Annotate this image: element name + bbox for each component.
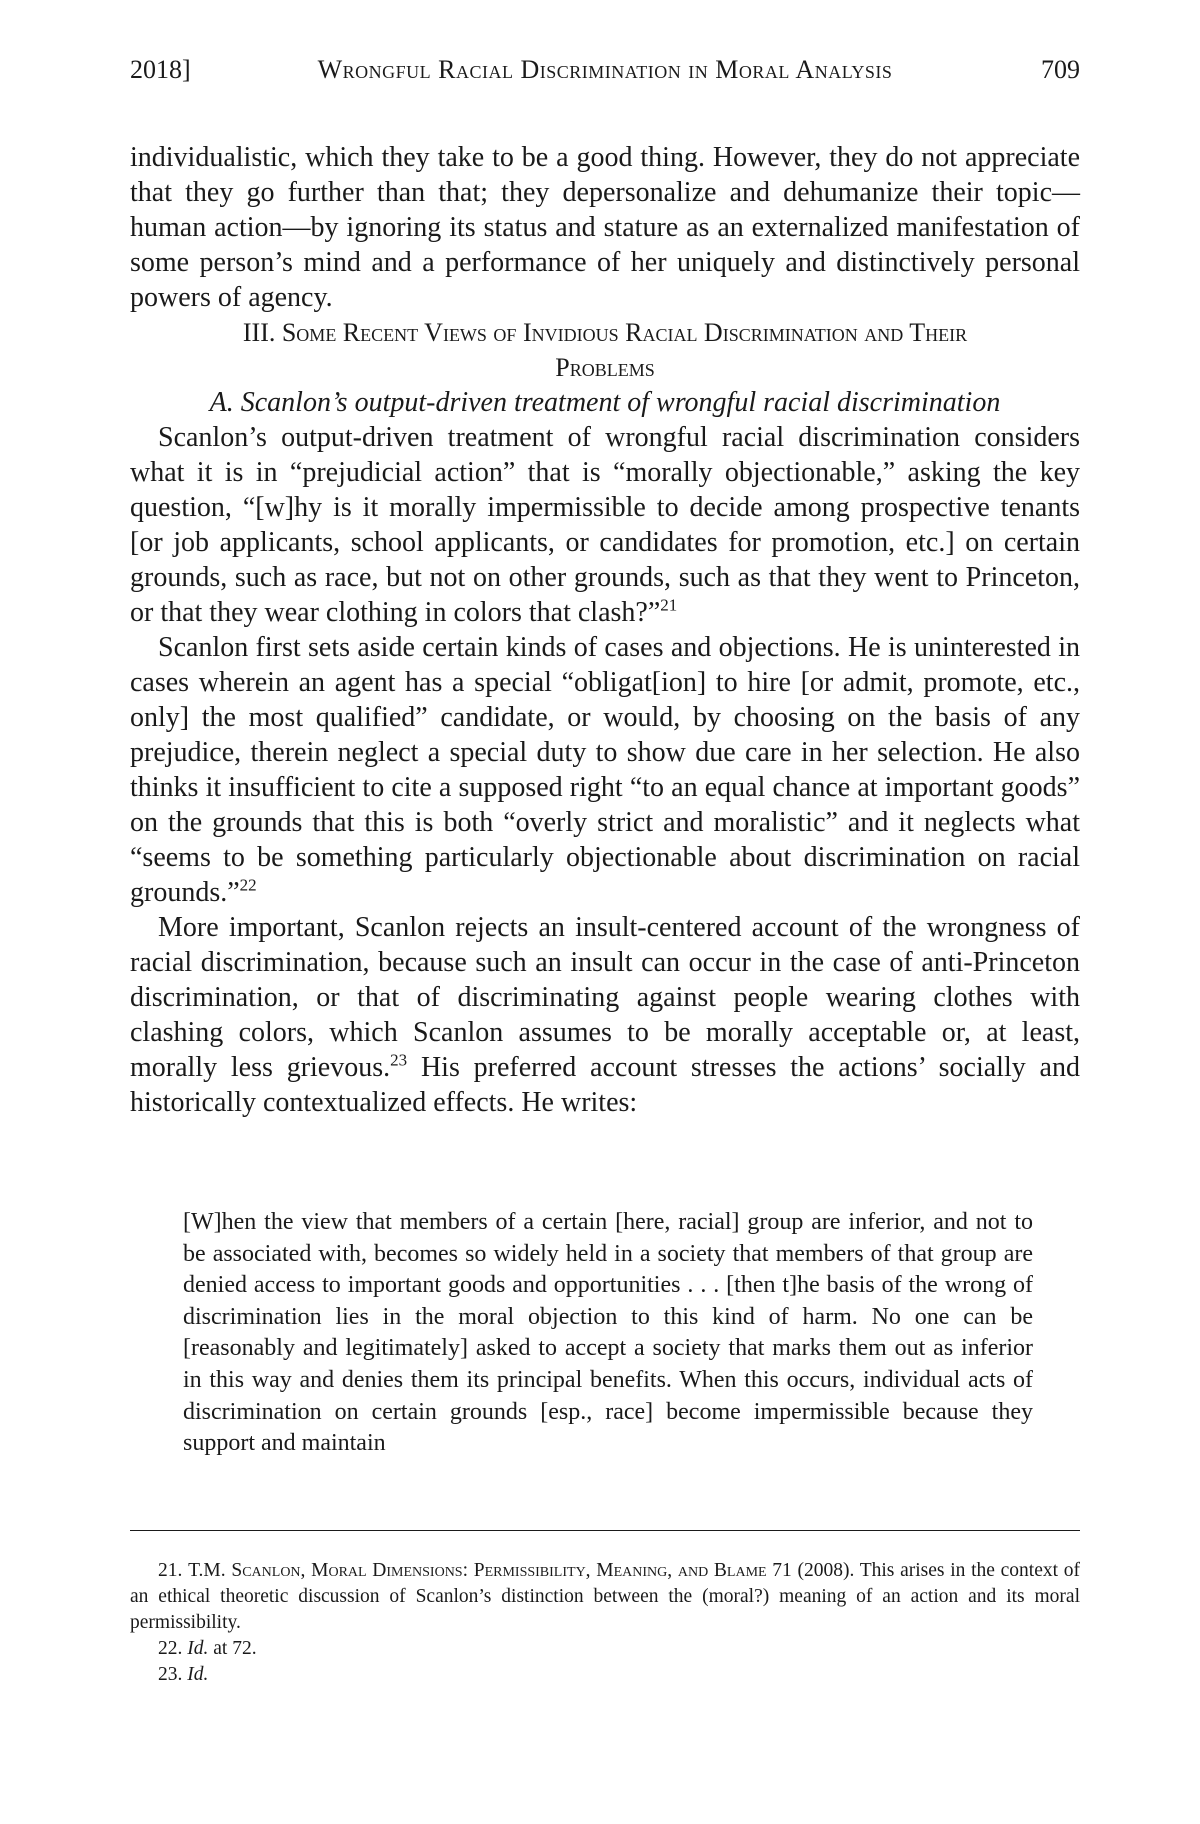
section-heading-line1: III. Some Recent Views of Invidious Racial Discrimination and Their (242, 318, 968, 347)
section-heading-line2: Problems (555, 353, 655, 382)
paragraph-text: Scanlon first sets aside certain kinds of cases and objections. He is uninterested in cases wherein an agent has a special “obligat[ion] to hire [or admit, promote, etc., only] the most qualified” candidate, or would, by choosing on the basis of any prejudice, therein neglect a special duty to show due care in her selection. He also thinks it insufficient to cite a supposed right “to an equal chance at important goods” on the grounds that this is both “overly strict and moralistic” and it neglects what “seems to be something particularly objectionable about discrimination on racial grounds.” (130, 632, 1080, 908)
footnote-21 (130, 1558, 1080, 1636)
running-title: Wrongful Racial Discrimination in Moral Analysis (317, 55, 893, 84)
paragraph (130, 910, 1080, 1120)
footnote-23 (130, 1662, 1080, 1688)
footnote-text: 71 (2008). This arises in the context of an ethical theoretic discussion of Scanlon’s distinction between the (moral?) meaning of an action and its moral permissibility. (130, 1560, 1080, 1633)
running-head (130, 50, 1080, 90)
footnote-text: at 72. (208, 1638, 257, 1659)
section-heading (130, 315, 1080, 385)
subsection-heading: A. Scanlon’s output-driven treatment of wrongful racial discrimination (209, 387, 1001, 418)
block-quote-text: [W]hen the view that members of a certain [here, racial] group are inferior, and not to be associated with, becomes so widely held in a society that members of that group are denied access to important goods and opportunities . . . [then t]he basis of the wrong of discrimination lies in the moral objection to this kind of harm. No one can be [reasonably and legitimately] asked to accept a society that marks them out as inferior in this way and denies them its principal benefits. When this occurs, individual acts of discrimination on certain grounds [esp., race] become impermissible because they support and maintain (183, 1209, 1033, 1457)
paragraph (130, 420, 1080, 630)
footnote-source: T.M. Scanlon, Moral Dimensions: Permissibility, Meaning, and Blame (188, 1560, 767, 1581)
footnote-number: 22. (158, 1638, 183, 1659)
paragraph (130, 630, 1080, 910)
footnotes (130, 1558, 1080, 1688)
journal-year: 2018] (130, 55, 191, 84)
page-number: 709 (1041, 55, 1080, 84)
footnote-number: 23. (158, 1664, 183, 1685)
footnote-id: Id. (187, 1638, 209, 1659)
footnote-divider (130, 1530, 1080, 1531)
paragraph-text: His preferred account stresses the actions’ socially and historically contextualized effects. He writes: (130, 1052, 1080, 1118)
footnote-id: Id. (187, 1664, 209, 1685)
paragraph-text: Scanlon’s output-driven treatment of wrongful racial discrimination considers what it is in “prejudicial action” that is “morally objectionable,” asking the key question, “[w]hy is it morally impermissible to decide among prospective tenants [or job applicants, school applicants, or candidates for promotion, etc.] on certain grounds, such as race, but not on other grounds, such as that they went to Princeton, or that they wear clothing in colors that clash?” (130, 422, 1080, 628)
footnote-ref[interactable]: 23 (390, 1050, 408, 1070)
intro-paragraph: individualistic, which they take to be a good thing. However, they do not appreciate that they go further than that; they depersonalize and dehumanize their topic—human action—by ignoring its status and stature as an externalized manifestation of some person’s mind and a performance of her uniquely and distinctively personal powers of agency. (130, 142, 1080, 313)
paragraph-text: More important, Scanlon rejects an insult-centered account of the wrongness of racial discrimination, because such an insult can occur in the case of anti-Princeton discrimination, or that of discriminating against people wearing clothes with clashing colors, which Scanlon assumes to be morally acceptable or, at least, morally less grievous. (130, 912, 1080, 1083)
footnote-number: 21. (158, 1560, 183, 1581)
main-text (130, 140, 1080, 1120)
block-quote (183, 1207, 1033, 1460)
footnote-22 (130, 1636, 1080, 1662)
footnote-ref[interactable]: 21 (660, 595, 678, 615)
footnote-ref[interactable]: 22 (239, 875, 257, 895)
